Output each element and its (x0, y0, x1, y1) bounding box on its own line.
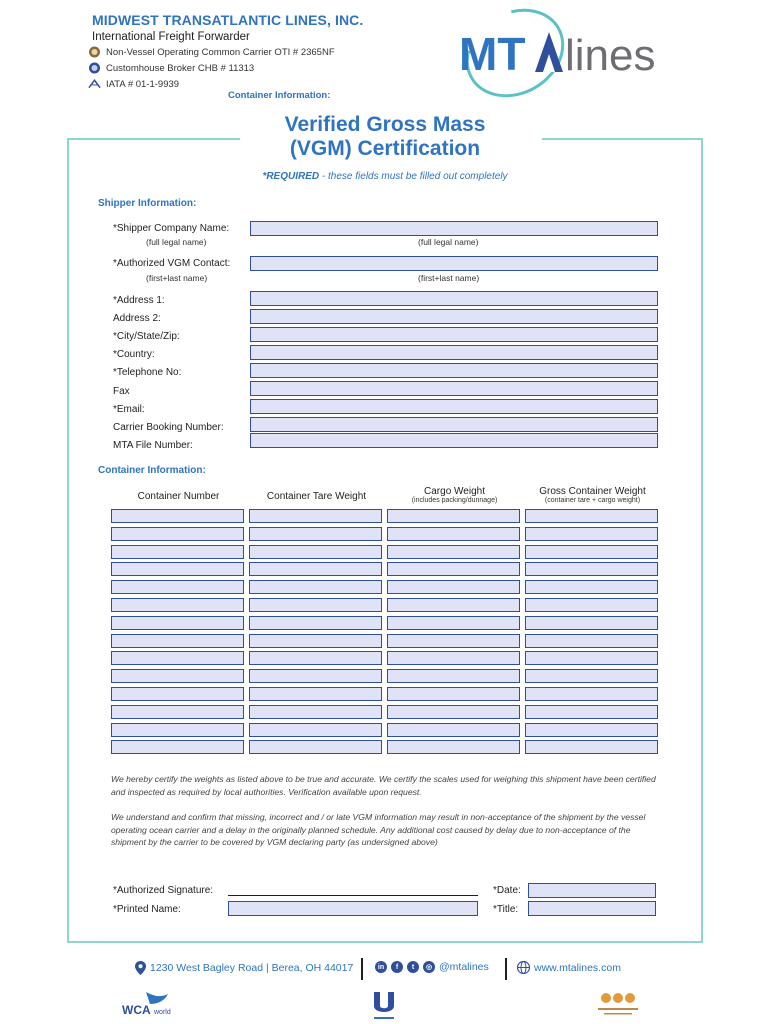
signature-line[interactable] (228, 895, 478, 896)
col-gross-weight-sub: (container tare + cargo weight) (544, 497, 641, 504)
credential-text: Customhouse Broker CHB # 11313 (106, 62, 255, 74)
linkedin-icon[interactable]: in (375, 961, 387, 973)
title-line-2: (VGM) Certification (289, 137, 481, 160)
container-section-label: Container Information: (98, 465, 206, 476)
vgm-contact-label: *Authorized VGM Contact: (113, 258, 231, 269)
cargo-weight-cell[interactable] (387, 562, 520, 576)
cargo-weight-cell[interactable] (387, 651, 520, 665)
tare-weight-cell[interactable] (249, 651, 382, 665)
cargo-weight-cell[interactable] (387, 740, 520, 754)
tare-weight-cell[interactable] (249, 705, 382, 719)
svg-text:world: world (154, 1009, 171, 1016)
country-label: *Country: (113, 349, 155, 360)
container-number-cell[interactable] (111, 687, 244, 701)
tare-weight-cell[interactable] (249, 562, 382, 576)
wcaworld-logo (120, 990, 178, 1018)
email-label: *Email: (113, 404, 145, 415)
container-number-cell[interactable] (111, 562, 244, 576)
social-handle[interactable]: @mtalines (439, 961, 489, 973)
container-number-cell[interactable] (111, 509, 244, 523)
cbp-seal-icon (88, 62, 101, 74)
required-text: - these fields must be filled out completely (319, 171, 508, 182)
gross-weight-cell[interactable] (525, 616, 658, 630)
container-number-cell[interactable] (111, 598, 244, 612)
city-state-zip-field[interactable] (250, 327, 658, 342)
cargo-weight-cell[interactable] (387, 687, 520, 701)
container-number-cell[interactable] (111, 527, 244, 541)
gross-weight-cell[interactable] (525, 527, 658, 541)
gross-weight-cell[interactable] (525, 723, 658, 737)
location-pin-icon (135, 961, 146, 975)
footer-website (517, 961, 621, 974)
tare-weight-cell[interactable] (249, 740, 382, 754)
mta-file-number-field[interactable] (250, 433, 658, 448)
col-tare-weight: Container Tare Weight (266, 491, 367, 502)
container-number-cell[interactable] (111, 705, 244, 719)
gross-weight-cell[interactable] (525, 509, 658, 523)
acknowledgement-text: We understand and confirm that missing, incorrect and / or late VGM information may result in non-acceptance of the shipment by the vessel operating ocean carrier and a delay in the originally planned schedule. Any additional cost caused by delay due to non-acceptance of the shipment by the carrier to be covered by VGM declaring party (as undersigned above) (111, 812, 646, 847)
gross-weight-cell[interactable] (525, 598, 658, 612)
printed-name-label: *Printed Name: (113, 904, 181, 915)
svg-text:lines: lines (565, 31, 656, 80)
booking-number-field[interactable] (250, 417, 658, 432)
fax-label: Fax (113, 386, 130, 397)
iata-logo-icon (88, 78, 101, 90)
cargo-weight-cell[interactable] (387, 705, 520, 719)
telephone-label: *Telephone No: (113, 367, 182, 378)
col-cargo-weight-sub: (includes packing/dunnage) (411, 497, 498, 504)
gross-weight-cell[interactable] (525, 562, 658, 576)
gross-weight-cell[interactable] (525, 669, 658, 683)
credential-chb (88, 62, 254, 74)
container-number-cell[interactable] (111, 740, 244, 754)
shipper-company-label: *Shipper Company Name: (113, 223, 230, 234)
vgm-contact-hint: (first+last name) (146, 273, 208, 283)
address1-field[interactable] (250, 291, 658, 306)
shipper-company-field[interactable] (250, 221, 658, 236)
date-field[interactable] (528, 883, 656, 898)
gross-weight-cell[interactable] (525, 687, 658, 701)
city-state-zip-label: *City/State/Zip: (113, 331, 180, 342)
gross-weight-cell[interactable] (525, 740, 658, 754)
tare-weight-cell[interactable] (249, 545, 382, 559)
website-link[interactable]: www.mtalines.com (534, 961, 621, 974)
svg-text:MT: MT (459, 28, 526, 80)
container-number-cell[interactable] (111, 634, 244, 648)
col-container-number: Container Number (137, 491, 220, 502)
tare-weight-cell[interactable] (249, 509, 382, 523)
col-gross-weight: Gross Container Weight (539, 486, 646, 497)
vgm-contact-hint-2: (first+last name) (418, 273, 480, 283)
address2-label: Address 2: (113, 313, 161, 324)
address2-field[interactable] (250, 309, 658, 324)
company-name: MIDWEST TRANSATLANTIC LINES, INC. (92, 12, 364, 28)
united-shipping-logo (370, 990, 398, 1022)
vgm-contact-field[interactable] (250, 256, 658, 271)
fax-field[interactable] (250, 381, 658, 396)
certification-text: We hereby certify the weights as listed above to be true and accurate. We certify the scales used for weighing this shipment have been certified and inspected as required by local authorities. Verification available upon request. (111, 774, 656, 797)
gross-weight-cell[interactable] (525, 580, 658, 594)
form-title (170, 113, 600, 161)
credential-iata (88, 78, 179, 90)
gross-weight-cell[interactable] (525, 651, 658, 665)
country-field[interactable] (250, 345, 658, 360)
company-member-logo (594, 990, 642, 1018)
address-text: 1230 West Bagley Road | Berea, OH 44017 (150, 962, 354, 974)
credential-nvocc (88, 46, 335, 58)
address1-label: *Address 1: (113, 295, 165, 306)
footer-divider (361, 958, 363, 980)
container-number-cell[interactable] (111, 545, 244, 559)
cargo-weight-cell[interactable] (387, 527, 520, 541)
cargo-weight-cell[interactable] (387, 723, 520, 737)
container-number-cell[interactable] (111, 580, 244, 594)
footer-address (135, 961, 353, 975)
gross-weight-cell[interactable] (525, 545, 658, 559)
signature-label: *Authorized Signature: (113, 885, 214, 896)
title-line-1: Verified Gross Mass (284, 113, 486, 136)
instagram-icon[interactable]: ◎ (423, 961, 435, 973)
footer-divider (505, 958, 507, 980)
fmc-seal-icon (88, 46, 101, 58)
required-note (170, 171, 600, 182)
svg-text:WCA: WCA (122, 1003, 151, 1017)
title-field[interactable] (528, 901, 656, 916)
twitter-icon[interactable]: t (407, 961, 419, 973)
col-cargo-weight: Cargo Weight (424, 486, 485, 497)
container-number-cell[interactable] (111, 723, 244, 737)
date-label: *Date: (493, 885, 521, 896)
container-number-cell[interactable] (111, 669, 244, 683)
email-field[interactable] (250, 399, 658, 414)
printed-name-field[interactable] (228, 901, 478, 916)
credential-text: IATA # 01-1-9939 (106, 78, 180, 90)
header-container-label: Container Information: (228, 90, 331, 101)
cargo-weight-cell[interactable] (387, 509, 520, 523)
tare-weight-cell[interactable] (249, 634, 382, 648)
credential-text: Non-Vessel Operating Common Carrier OTI # 2365NF (106, 46, 335, 58)
mta-file-number-label: MTA File Number: (113, 440, 193, 451)
shipper-company-hint: (full legal name) (146, 237, 207, 247)
mtalines-logo (455, 8, 685, 98)
cargo-weight-cell[interactable] (387, 545, 520, 559)
cargo-weight-cell[interactable] (387, 598, 520, 612)
cargo-weight-cell[interactable] (387, 634, 520, 648)
tare-weight-cell[interactable] (249, 580, 382, 594)
tare-weight-cell[interactable] (249, 723, 382, 737)
cargo-weight-cell[interactable] (387, 616, 520, 630)
telephone-field[interactable] (250, 363, 658, 378)
footer-social (375, 961, 489, 973)
shipper-company-hint-2: (full legal name) (418, 237, 479, 247)
required-marker: *REQUIRED (262, 171, 320, 182)
gross-weight-cell[interactable] (525, 705, 658, 719)
title-label: *Title: (493, 904, 519, 915)
cargo-weight-cell[interactable] (387, 580, 520, 594)
tare-weight-cell[interactable] (249, 669, 382, 683)
globe-icon (517, 961, 530, 974)
company-subtitle: International Freight Forwarder (92, 31, 250, 43)
tare-weight-cell[interactable] (249, 527, 382, 541)
facebook-icon[interactable]: f (391, 961, 403, 973)
container-number-cell[interactable] (111, 616, 244, 630)
tare-weight-cell[interactable] (249, 616, 382, 630)
shipper-section-label: Shipper Information: (98, 198, 197, 209)
gross-weight-cell[interactable] (525, 634, 658, 648)
tare-weight-cell[interactable] (249, 687, 382, 701)
booking-number-label: Carrier Booking Number: (113, 422, 224, 433)
container-number-cell[interactable] (111, 651, 244, 665)
tare-weight-cell[interactable] (249, 598, 382, 612)
cargo-weight-cell[interactable] (387, 669, 520, 683)
